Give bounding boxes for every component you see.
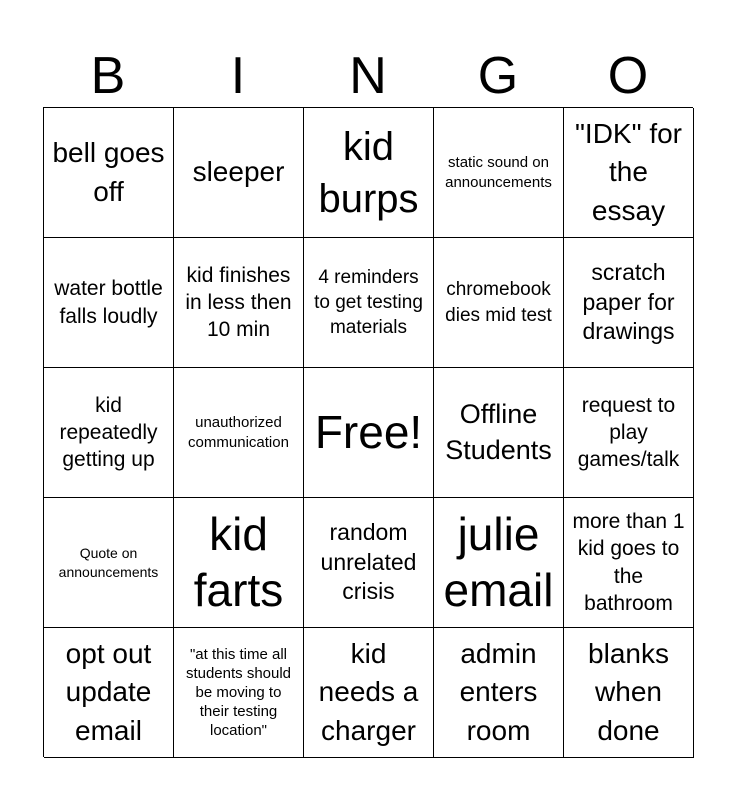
cell-text: "IDK" for the essay	[574, 117, 682, 226]
bingo-cell[interactable]	[44, 368, 174, 498]
cell-text: admin enters room	[459, 637, 538, 746]
cell-text: Quote on announcements	[58, 545, 159, 580]
bingo-board	[43, 107, 693, 757]
cell-text: kid farts	[193, 508, 284, 616]
bingo-cell[interactable]	[304, 238, 434, 368]
cell-text: kid needs a charger	[318, 637, 419, 746]
bingo-cell[interactable]	[304, 108, 434, 238]
cell-text: chromebook dies mid test	[445, 279, 552, 326]
bingo-cell[interactable]	[434, 238, 564, 368]
bingo-cell[interactable]	[304, 498, 434, 628]
cell-text: julie email	[443, 508, 554, 616]
bingo-cell[interactable]	[564, 108, 694, 238]
free-space-cell[interactable]	[304, 368, 434, 498]
bingo-cell[interactable]	[44, 108, 174, 238]
cell-text: unauthorized communication	[188, 414, 289, 451]
bingo-cell[interactable]	[564, 238, 694, 368]
cell-text: blanks when done	[588, 637, 669, 746]
cell-text: 4 reminders to get testing materials	[314, 266, 423, 339]
bingo-cell[interactable]	[434, 628, 564, 758]
cell-text: request to play games/talk	[577, 393, 680, 472]
cell-text: water bottle falls loudly	[54, 277, 163, 328]
bingo-cell[interactable]	[564, 368, 694, 498]
bingo-header	[43, 44, 693, 108]
cell-text: Offline Students	[445, 399, 552, 465]
bingo-cell[interactable]	[564, 628, 694, 758]
cell-text: Free!	[314, 405, 423, 458]
bingo-cell[interactable]	[44, 238, 174, 368]
header-letter-b: B	[90, 47, 126, 105]
cell-text: sleeper	[192, 156, 285, 188]
cell-text: scratch paper for drawings	[582, 259, 675, 345]
header-letter-i: I	[230, 47, 246, 105]
bingo-cell[interactable]	[434, 108, 564, 238]
cell-text: kid repeatedly getting up	[59, 393, 158, 472]
cell-text: static sound on announcements	[445, 154, 552, 191]
bingo-cell[interactable]	[174, 498, 304, 628]
bingo-cell[interactable]	[44, 628, 174, 758]
bingo-cell[interactable]	[174, 108, 304, 238]
bingo-cell[interactable]	[434, 368, 564, 498]
bingo-cell[interactable]	[434, 498, 564, 628]
bingo-cell[interactable]	[174, 628, 304, 758]
bingo-cell[interactable]	[174, 368, 304, 498]
header-letter-n: N	[349, 47, 387, 105]
bingo-cell[interactable]	[44, 498, 174, 628]
header-letter-g: G	[477, 47, 519, 105]
cell-text: random unrelated crisis	[320, 519, 417, 605]
cell-text: opt out update email	[65, 637, 152, 746]
bingo-cell[interactable]	[174, 238, 304, 368]
bingo-cell[interactable]	[304, 628, 434, 758]
bingo-cell[interactable]	[564, 498, 694, 628]
cell-text: kid finishes in less then 10 min	[185, 263, 292, 342]
cell-text: more than 1 kid goes to the bathroom	[572, 509, 685, 615]
cell-text: bell goes off	[52, 136, 165, 207]
header-letter-o: O	[607, 47, 649, 105]
cell-text: kid burps	[318, 124, 419, 221]
cell-text: "at this time all students should be moving to their testing location"	[185, 645, 292, 740]
